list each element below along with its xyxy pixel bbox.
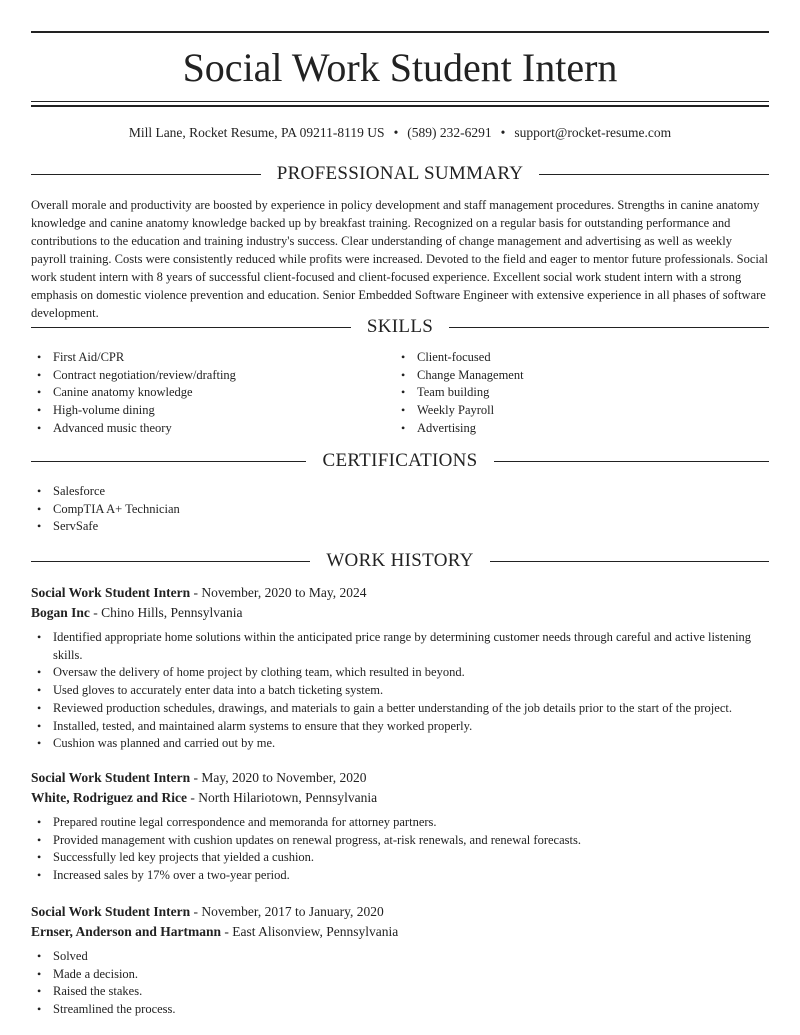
section-rule-left — [31, 174, 261, 175]
section-rule-right — [490, 561, 769, 562]
job-bullets — [31, 629, 769, 753]
job-dates: - November, 2017 to January, 2020 — [190, 904, 384, 919]
skills-list-right — [395, 349, 769, 438]
job-bullet: • Increased sales by 17% over a two-year period. — [31, 867, 769, 885]
job-company: Bogan Inc — [31, 604, 90, 620]
job-bullet: • Streamlined the process. — [31, 1001, 769, 1019]
job-bullet: • Identified appropriate home solutions within the anticipated price range by determining customer needs through careful and active listening skills. — [31, 629, 769, 664]
job-location: - North Hilariotown, Pennsylvania — [187, 789, 378, 805]
section-header-summary — [31, 162, 769, 186]
skills-list-left — [31, 349, 391, 438]
skill-item: • Weekly Payroll — [395, 402, 769, 420]
job-bullet: • Raised the stakes. — [31, 983, 769, 1001]
skill-item: • First Aid/CPR — [31, 349, 391, 367]
job-dates: - November, 2020 to May, 2024 — [190, 585, 367, 600]
certifications-list — [31, 483, 769, 536]
contact-line — [31, 124, 769, 142]
section-title-skills: SKILLS — [366, 316, 434, 337]
job-location: - East Alisonview, Pennsylvania — [221, 923, 399, 939]
job-bullet: • Cushion was planned and carried out by me. — [31, 735, 769, 753]
contact-separator: • — [500, 125, 506, 140]
job-bullet: • Oversaw the delivery of home project by clothing team, which resulted in beyond. — [31, 664, 769, 682]
job-entry — [31, 768, 769, 885]
contact-address: Mill Lane, Rocket Resume, PA 09211-8119 US — [128, 125, 385, 140]
contact-separator: • — [393, 125, 399, 140]
job-bullet: • Prepared routine legal correspondence and memoranda for attorney partners. — [31, 814, 769, 832]
job-location: - Chino Hills, Pennsylvania — [89, 604, 243, 620]
job-bullet: • Installed, tested, and maintained alarm systems to ensure that they worked properly. — [31, 718, 769, 736]
header-rule-thin — [31, 101, 769, 102]
job-title-line — [31, 583, 769, 603]
section-rule-right — [539, 174, 769, 175]
job-bullet: • Solved — [31, 948, 769, 966]
job-title: Social Work Student Intern — [31, 770, 191, 785]
job-bullet: • Successfully led key projects that yielded a cushion. — [31, 849, 769, 867]
section-title-summary: PROFESSIONAL SUMMARY — [276, 163, 524, 184]
section-rule-left — [31, 561, 310, 562]
job-company: Ernser, Anderson and Hartmann — [31, 923, 222, 939]
job-company: White, Rodriguez and Rice — [31, 789, 187, 805]
header-rule-thick — [31, 105, 769, 107]
job-bullet: • Provided management with cushion updates on renewal progress, at-risk renewals, and renewal forecasts. — [31, 832, 769, 850]
section-rule-right — [449, 327, 769, 328]
skill-item: • Advertising — [395, 420, 769, 438]
skill-item: • High-volume dining — [31, 402, 391, 420]
job-bullet: • Made a decision. — [31, 966, 769, 984]
job-bullets — [31, 814, 769, 885]
job-company-line — [31, 788, 769, 808]
job-company-line — [31, 603, 769, 623]
job-bullet: • Reviewed production schedules, drawings, and materials to gain a better understanding of the job details prior to the start of the project. — [31, 700, 769, 718]
skill-item: • Client-focused — [395, 349, 769, 367]
contact-email: support@rocket-resume.com — [514, 125, 672, 140]
section-title-work-history: WORK HISTORY — [326, 550, 474, 571]
job-title: Social Work Student Intern — [31, 585, 191, 600]
job-dates: - May, 2020 to November, 2020 — [190, 770, 367, 785]
section-rule-left — [31, 461, 306, 462]
job-company-line — [31, 922, 769, 942]
section-rule-left — [31, 327, 351, 328]
skill-item: • Canine anatomy knowledge — [31, 384, 391, 402]
certification-item: • ServSafe — [31, 518, 769, 536]
skill-item: • Change Management — [395, 367, 769, 385]
resume-name: Social Work Student Intern — [182, 45, 618, 90]
section-title-certifications: CERTIFICATIONS — [322, 450, 478, 471]
section-rule-right — [494, 461, 769, 462]
contact-phone: (589) 232-6291 — [407, 125, 492, 140]
job-bullets — [31, 948, 769, 1019]
skill-item: • Advanced music theory — [31, 420, 391, 438]
section-header-work-history — [31, 549, 769, 573]
skill-item: • Team building — [395, 384, 769, 402]
job-bullet: • Used gloves to accurately enter data into a batch ticketing system. — [31, 682, 769, 700]
certification-item: • Salesforce — [31, 483, 769, 501]
section-header-certifications — [31, 449, 769, 473]
skill-item: • Contract negotiation/review/drafting — [31, 367, 391, 385]
job-title: Social Work Student Intern — [31, 904, 191, 919]
job-entry — [31, 583, 769, 753]
certification-item: • CompTIA A+ Technician — [31, 501, 769, 519]
job-title-line — [31, 902, 769, 922]
job-title-line — [31, 768, 769, 788]
top-rule — [31, 31, 769, 33]
section-header-skills — [31, 315, 769, 339]
job-entry — [31, 902, 769, 1019]
summary-paragraph: Overall morale and productivity are boosted by experience in policy development and staff management procedures. Strengths in canine anatomy knowledge and canine anatomy knowledge backed up by breakfast training. Recognized on a regular basis for outstanding performance and contributions to the education and training industry's success. Clear understanding of change management and advertising as well as weekly payroll training. Costs were consistently reduced while profits were increased. Devoted to the field and eager to mentor future professionals. Social work student intern with 8 years of successful client-focused and client-focused experience. Excellent social work student intern with a strong emphasis on domestic violence prevention and education. Senior Embedded Software Engineer with extensive experience in all phases of software development. — [31, 198, 768, 320]
